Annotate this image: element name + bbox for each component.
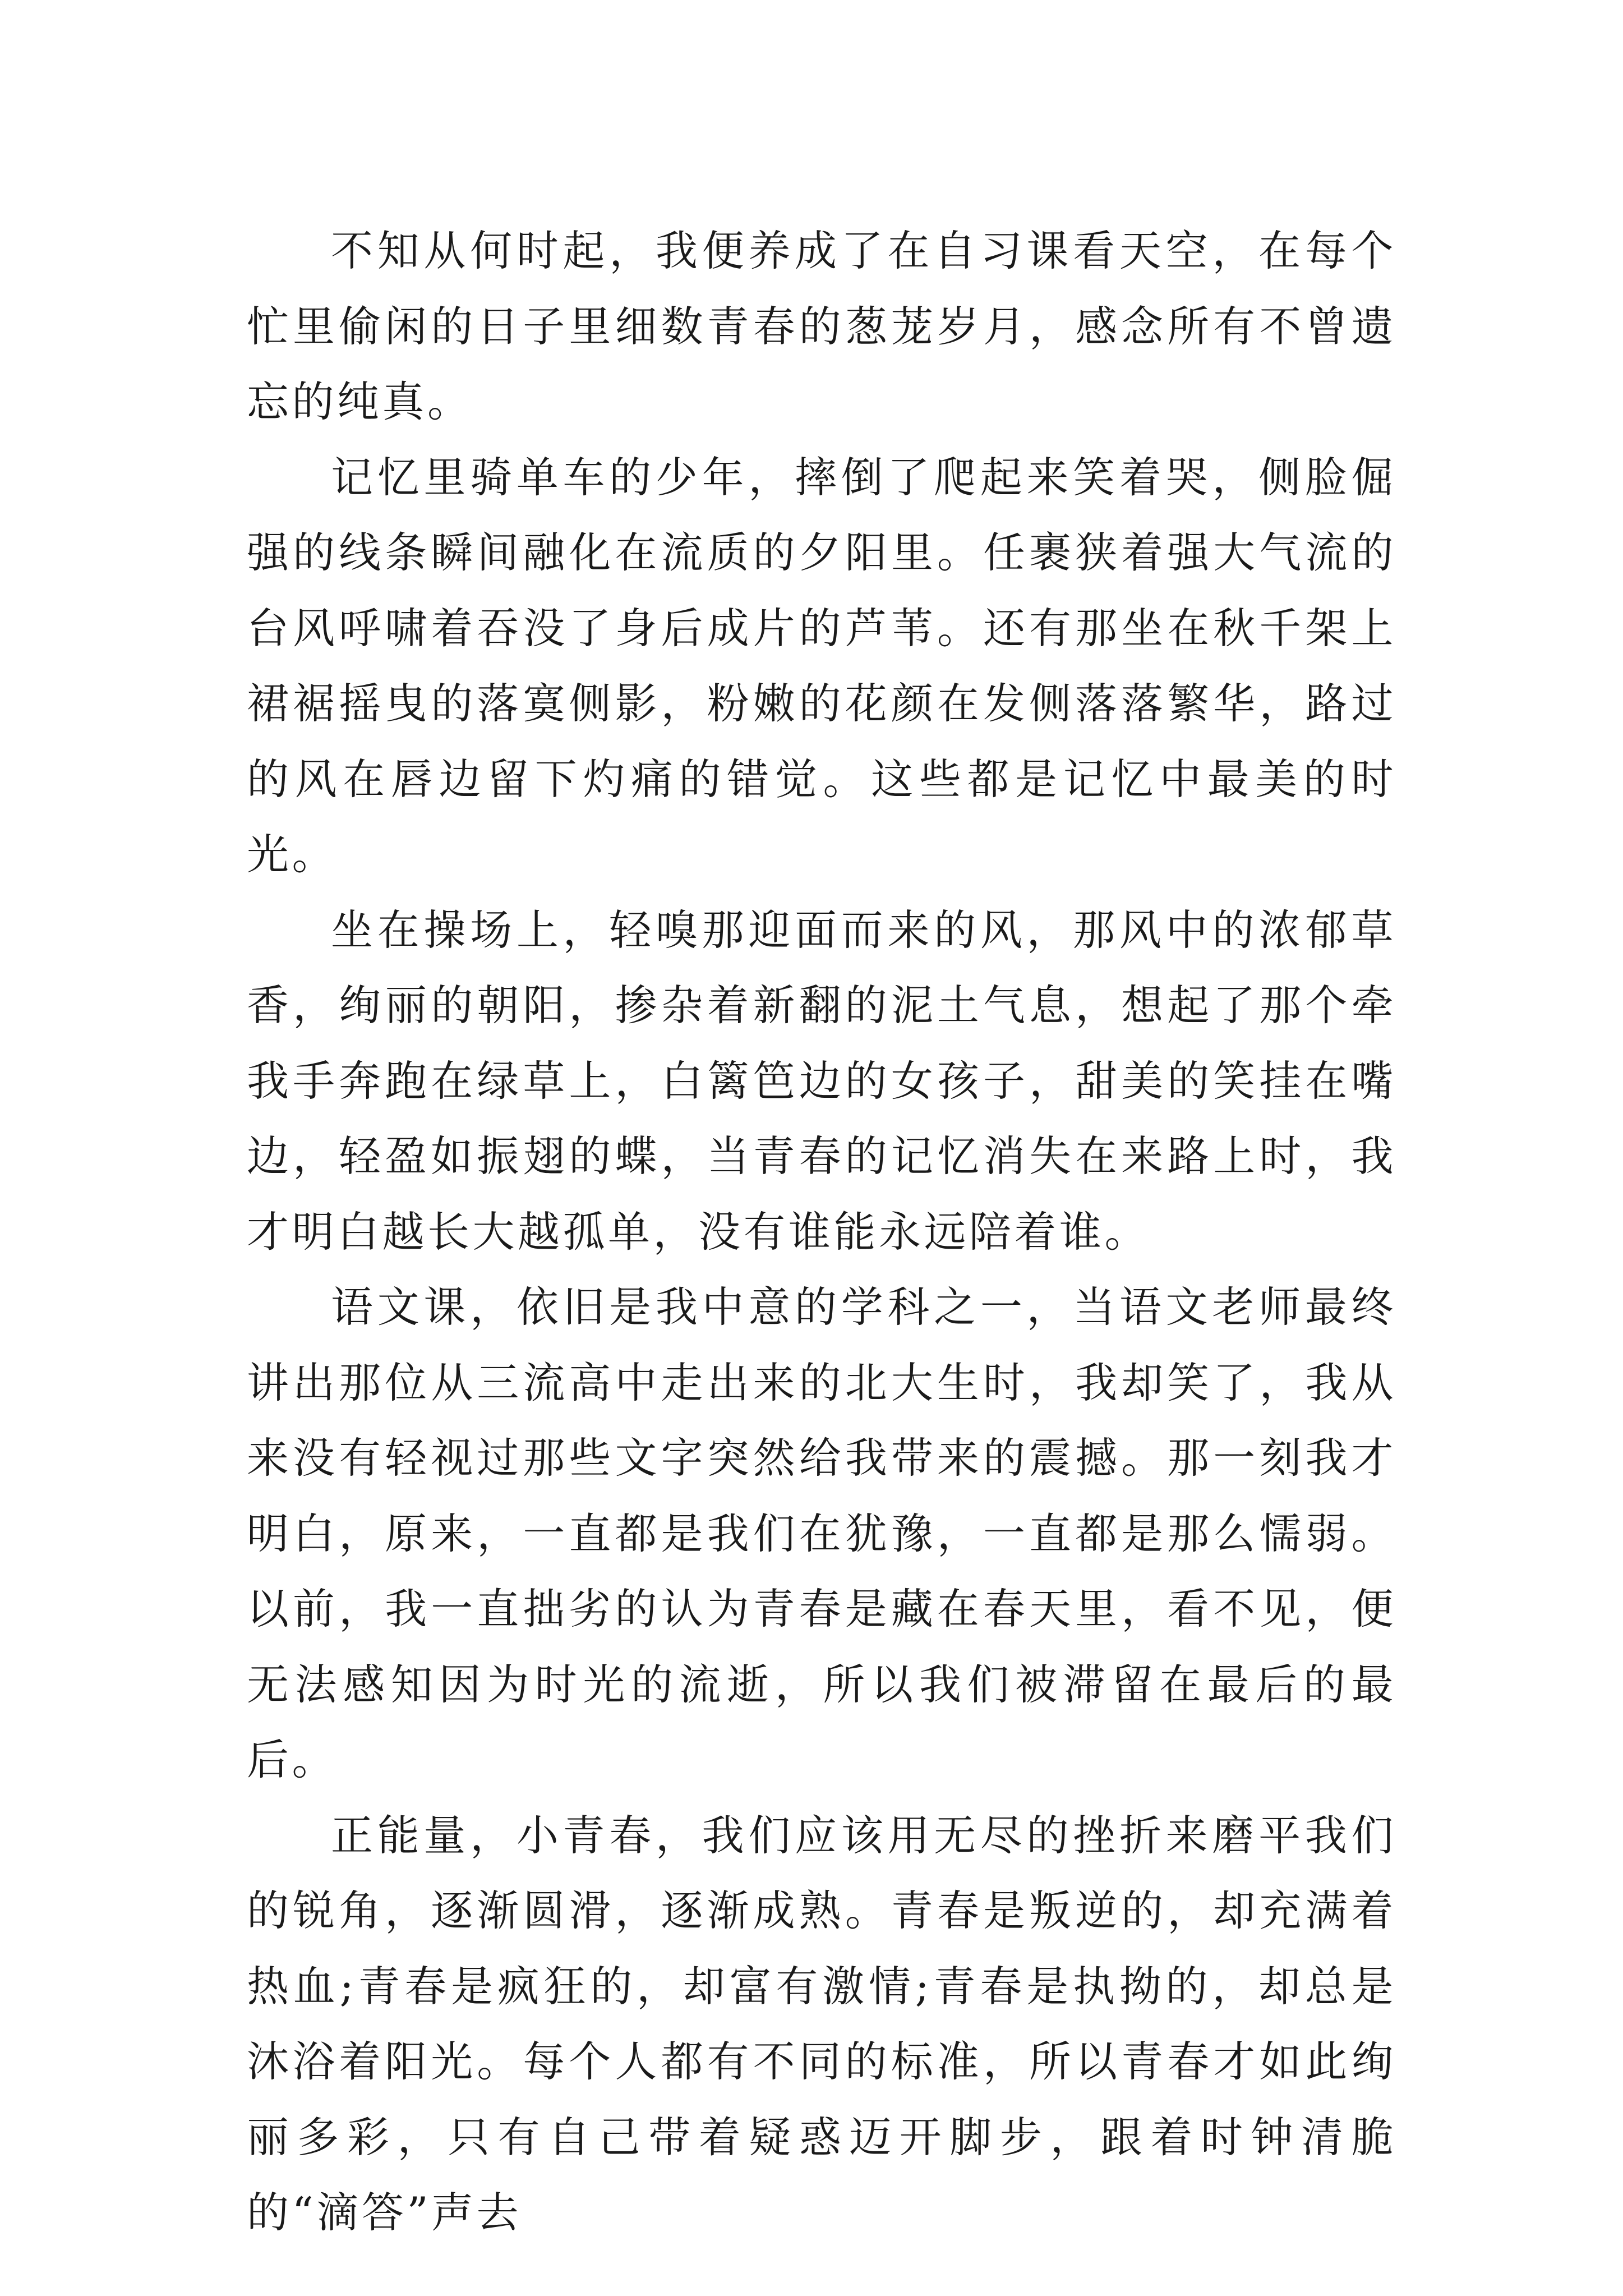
paragraph-3: 坐在操场上，轻嗅那迎面而来的风，那风中的浓郁草香，绚丽的朝阳，掺杂着新翻的泥土气息，想起了那个牵我手奔跑在绿草上，白篱笆边的女孩子，甜美的笑挂在嘴边，轻盈如振翅的蝶，当青春的记忆消失在来路上时，我才明白越长大越孤单，没有谁能永远陪着谁。 bbox=[247, 905, 1396, 1257]
paragraph-4: 语文课，依旧是我中意的学科之一，当语文老师最终讲出那位从三流高中走出来的北大生时，我却笑了，我从来没有轻视过那些文字突然给我带来的震撼。那一刻我才明白，原来，一直都是我们在犹豫，一直都是那么懦弱。以前，我一直拙劣的认为青春是藏在春天里，看不见，便无法感知因为时光的流逝，所以我们被滞留在最后的最后。 bbox=[247, 1282, 1396, 1784]
paragraph-1: 不知从何时起，我便养成了在自习课看天空，在每个忙里偷闲的日子里细数青春的葱茏岁月，感念所有不曾遗忘的纯真。 bbox=[247, 226, 1396, 426]
essay-body bbox=[247, 213, 1396, 2251]
paragraph-2: 记忆里骑单车的少年，摔倒了爬起来笑着哭，侧脸倔强的线条瞬间融化在流质的夕阳里。任裹狭着强大气流的台风呼啸着吞没了身后成片的芦苇。还有那坐在秋千架上裙裾摇曳的落寞侧影，粉嫩的花颜在发侧落落繁华，路过的风在唇边留下灼痛的错觉。这些都是记忆中最美的时光。 bbox=[247, 452, 1396, 879]
paragraph-5: 正能量，小青春，我们应该用无尽的挫折来磨平我们的锐角，逐渐圆滑，逐渐成熟。青春是叛逆的，却充满着热血;青春是疯狂的，却富有激情;青春是执拗的，却总是沐浴着阳光。每个人都有不同的标准，所以青春才如此绚丽多彩，只有自己带着疑惑迈开脚步，跟着时钟清脆的“滴答”声去 bbox=[247, 1810, 1396, 2237]
